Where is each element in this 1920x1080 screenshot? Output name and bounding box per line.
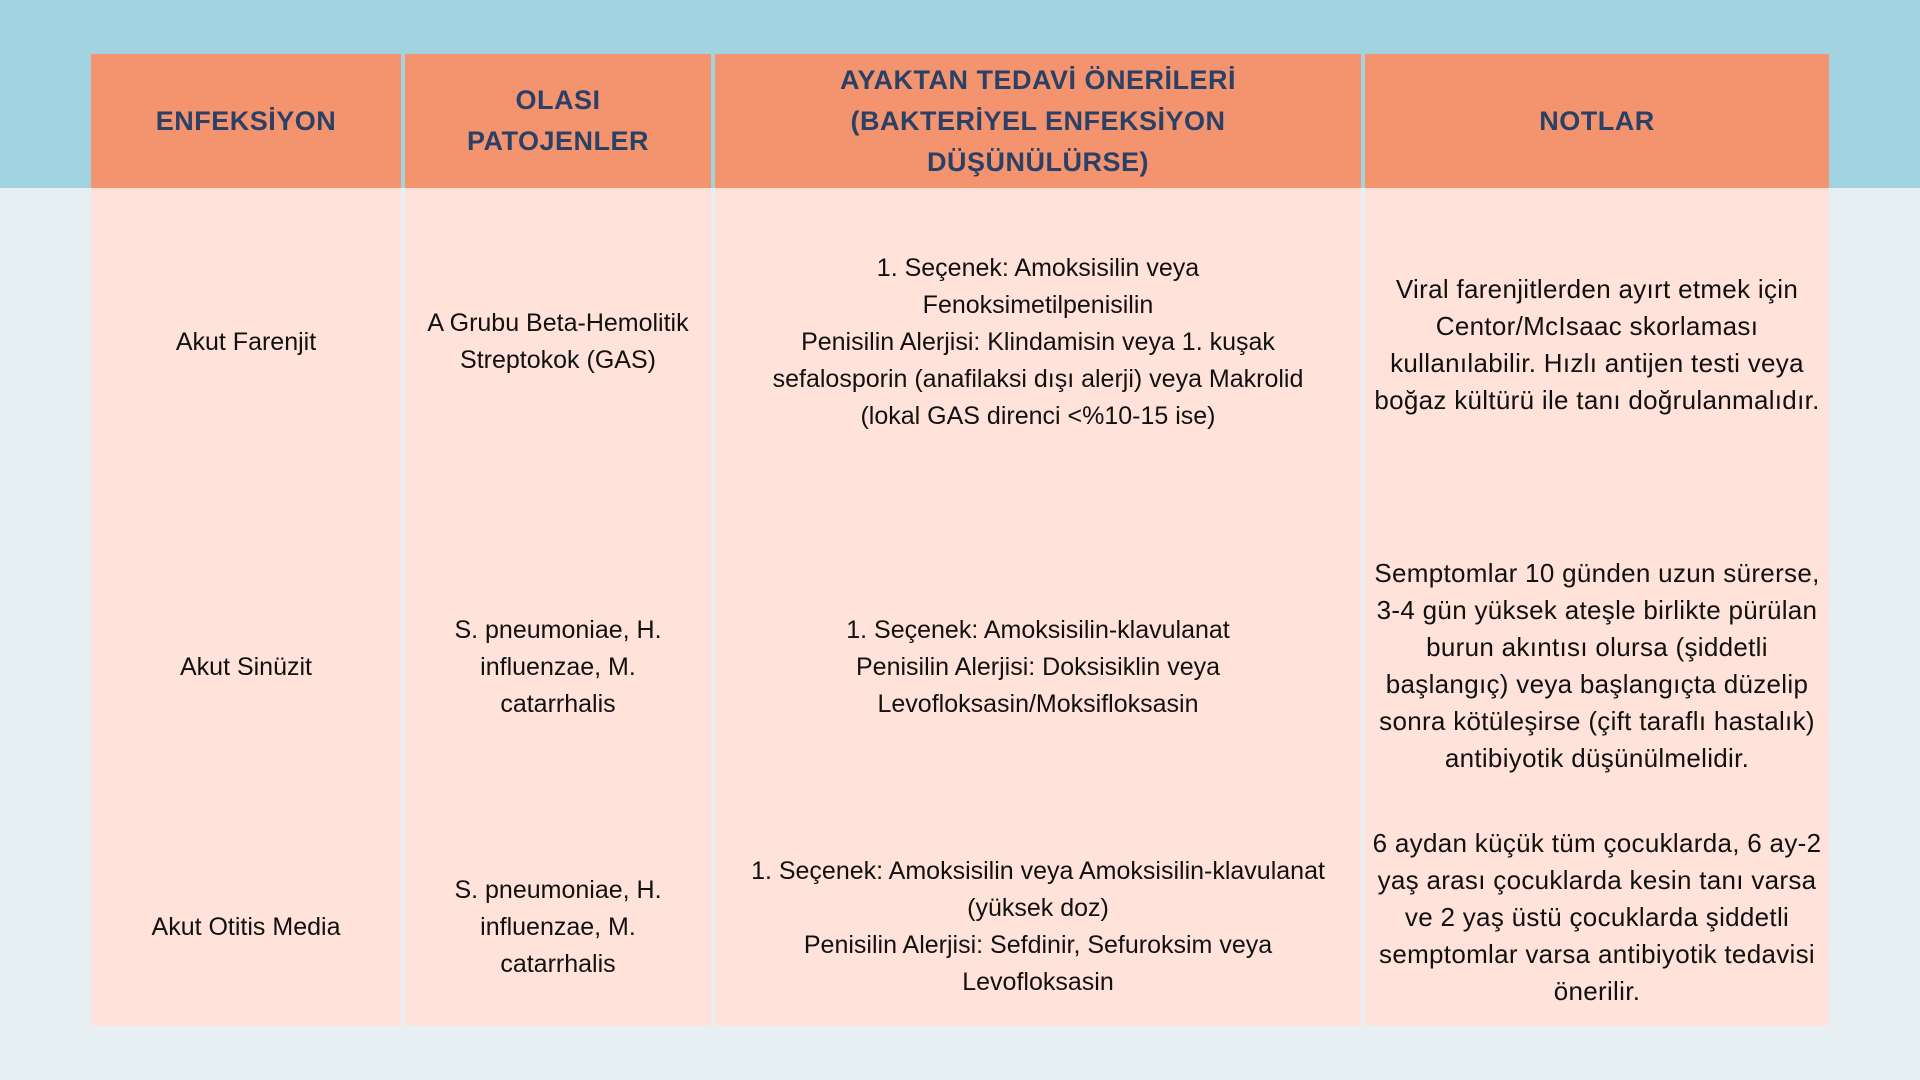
table-cell-infection: Akut Otitis Media xyxy=(151,912,341,941)
column-notes xyxy=(1365,54,1829,1026)
table-cell-treatment xyxy=(715,834,1361,1020)
table-cell-pathogens: S. pneumoniae, H. influenzae, M. catarrhalis xyxy=(454,875,662,978)
table-cell-notes: 6 aydan küçük tüm çocuklarda, 6 ay-2 yaş arası çocuklarda kesin tanı varsa ve 2 yaş üstü çocuklarda şiddetli semptomlar varsa antibiyotik tedavisi önerilir. xyxy=(1372,827,1822,1006)
antibiotic-treatment-table xyxy=(91,54,1829,1026)
treatment-first-choice: 1. Seçenek: Amoksisilin-klavulanat xyxy=(846,615,1230,644)
header-cell-treatment xyxy=(715,54,1361,188)
header-cell-pathogens xyxy=(405,54,711,188)
table-cell-treatment xyxy=(715,524,1361,810)
treatment-first-choice: 1. Seçenek: Amoksisilin veya Fenoksimetilpenisilin xyxy=(876,253,1200,319)
table-cell-infection: Akut Farenjit xyxy=(175,327,317,356)
table-cell-infection: Akut Sinüzit xyxy=(179,652,312,681)
table-cell-pathogens: A Grubu Beta-Hemolitik Streptokok (GAS) xyxy=(427,309,689,374)
header-label: AYAKTAN TEDAVİ ÖNERİLERİ (BAKTERİYEL ENFEKSİYON DÜŞÜNÜLÜRSE) xyxy=(839,64,1237,177)
treatment-allergy: Penisilin Alerjisi: Klindamisin veya 1. kuşak sefalosporin (anafilaksi dışı alerji) veya Makrolid (lokal GAS direnci <%10-15 ise) xyxy=(772,327,1304,430)
header-cell-infection xyxy=(91,54,401,188)
header-label: NOTLAR xyxy=(1539,105,1655,136)
treatment-allergy: Penisilin Alerjisi: Sefdinir, Sefuroksim veya Levofloksasin xyxy=(803,931,1273,996)
treatment-first-choice: 1. Seçenek: Amoksisilin veya Amoksisilin-klavulanat (yüksek doz) xyxy=(751,857,1325,922)
table-cell-treatment xyxy=(715,244,1361,440)
header-cell-notes xyxy=(1365,54,1829,188)
column-treatment xyxy=(715,54,1361,1026)
column-pathogens xyxy=(405,54,711,1026)
table-cell-notes: Semptomlar 10 günden uzun sürerse, 3-4 gün yüksek ateşle birlikte pürülan burun akıntısı olursa (şiddetli başlangıç) veya başlangıçta düzelip sonra kötüleşirse (çift taraflı hastalık) antibiyotik düşünülmelidir. xyxy=(1374,558,1820,773)
table-cell-pathogens: S. pneumoniae, H. influenzae, M. catarrhalis xyxy=(454,615,662,718)
header-label: OLASI PATOJENLER xyxy=(466,85,650,156)
header-label: ENFEKSİYON xyxy=(155,105,337,136)
column-infection xyxy=(91,54,401,1026)
treatment-allergy: Penisilin Alerjisi: Doksisiklin veya Levofloksasin/Moksifloksasin xyxy=(855,652,1220,718)
table-cell-notes: Viral farenjitlerden ayırt etmek için Centor/McIsaac skorlaması kullanılabilir. Hızlı antijen testi veya boğaz kültürü ile tanı doğrulanmalıdır. xyxy=(1374,274,1820,415)
